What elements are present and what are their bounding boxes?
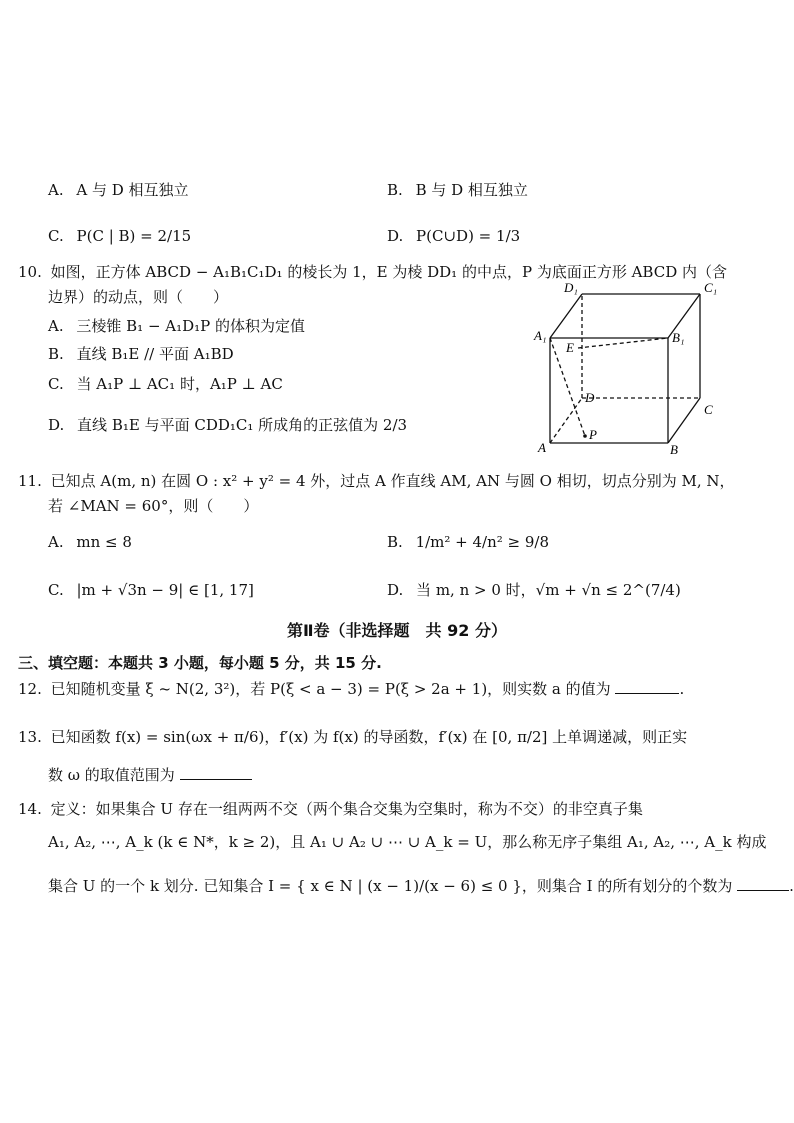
label-a1: A₁ [534, 328, 547, 343]
option-label: C. [48, 227, 64, 245]
q9-option-a [48, 180, 189, 200]
q11-option-a [48, 532, 132, 552]
option-label: D. [387, 227, 404, 245]
q9-option-d [387, 226, 520, 246]
question-number: 14. [18, 800, 42, 818]
answer-blank[interactable] [737, 876, 789, 891]
option-label: B. [387, 533, 403, 551]
option-text: |m + √3n − 9| ∈ [1, 17] [76, 581, 254, 599]
label-e: E [566, 340, 574, 355]
q10-option-d [48, 415, 407, 435]
end-period: . [789, 877, 794, 895]
question-number: 11. [18, 472, 42, 490]
end-period: . [679, 680, 685, 698]
edge-bc [668, 398, 700, 443]
option-label: C. [48, 375, 64, 393]
label-b: B [670, 442, 678, 457]
q9-option-c [48, 226, 191, 246]
edge-d1a1 [550, 294, 582, 338]
question-text: 已知函数 f(x) = sin(ωx + π/6)，f′(x) 为 f(x) 的导函数，f′(x) 在 [0, π/2] 上单调递减，则正实 [50, 728, 688, 746]
option-label: A. [48, 533, 64, 551]
question-number: 10. [18, 263, 42, 281]
segment-e-b1 [578, 338, 668, 348]
question-text: 数 ω 的取值范围为 [48, 766, 175, 784]
q11-stem-line2 [48, 496, 258, 516]
point-p [583, 434, 587, 438]
option-text: B 与 D 相互独立 [415, 181, 528, 199]
question-text: 已知点 A(m, n) 在圆 O : x² + y² = 4 外，过点 A 作直线 AM, AN 与圆 O 相切，切点分别为 M, N， [50, 472, 735, 490]
q13-line1 [18, 727, 687, 747]
edge-ad [550, 398, 582, 443]
option-label: D. [48, 416, 65, 434]
question-number: 13. [18, 728, 42, 746]
option-label: C. [48, 581, 64, 599]
option-text: 直线 B₁E 与平面 CDD₁C₁ 所成角的正弦值为 2/3 [77, 416, 408, 434]
q10-stem-line2 [48, 287, 228, 307]
q11-option-d [387, 580, 681, 600]
label-b1: B₁ [672, 330, 685, 345]
option-text: 1/m² + 4/n² ≥ 9/8 [415, 533, 550, 551]
q9-option-b [387, 180, 528, 200]
option-text: 当 A₁P ⊥ AC₁ 时，A₁P ⊥ AC [76, 375, 283, 393]
label-a: A [538, 440, 546, 455]
label-c1: C₁ [704, 280, 718, 295]
option-label: D. [387, 581, 404, 599]
q10-option-c [48, 374, 283, 394]
q11-stem-line1 [18, 471, 734, 491]
option-text: P(C∪D) = 1/3 [416, 227, 521, 245]
option-text: 三棱锥 B₁ − A₁D₁P 的体积为定值 [76, 317, 306, 335]
label-d: D [585, 390, 595, 405]
label-p: P [589, 427, 597, 442]
option-label: B. [48, 345, 64, 363]
question-text: 如图，正方体 ABCD − A₁B₁C₁D₁ 的棱长为 1，E 为棱 DD₁ 的中点，P 为底面正方形 ABCD 内（含 [50, 263, 727, 281]
q14-line3 [48, 876, 794, 896]
q12 [18, 679, 684, 699]
question-text: 若 ∠MAN = 60°，则（ ） [48, 497, 259, 515]
option-label: A. [48, 317, 64, 335]
question-text: 已知随机变量 ξ ~ N(2, 3²)，若 P(ξ < a − 3) = P(ξ > 2a + 1)，则实数 a 的值为 [50, 680, 611, 698]
option-text: P(C | B) = 2/15 [76, 227, 192, 245]
q10-option-a [48, 316, 305, 336]
q11-option-b [387, 532, 549, 552]
option-label: B. [387, 181, 403, 199]
label-c: C [704, 402, 713, 417]
part2-title: 第Ⅱ卷（非选择题 共 92 分） [287, 621, 507, 640]
q11-option-c [48, 580, 254, 600]
q14-line2 [48, 832, 767, 852]
q10-option-b [48, 344, 234, 364]
cube-figure [530, 278, 730, 458]
option-label: A. [48, 181, 64, 199]
question-text: 边界）的动点，则（ ） [48, 288, 229, 306]
q14-line1 [18, 799, 643, 819]
answer-blank[interactable] [180, 765, 252, 780]
option-text: 直线 B₁E // 平面 A₁BD [76, 345, 234, 363]
q13-line2 [48, 765, 252, 785]
section3-heading: 三、填空题：本题共 3 小题，每小题 5 分，共 15 分. [18, 654, 382, 672]
question-text: A₁, A₂, ⋯, A_k (k ∈ N*，k ≥ 2)，且 A₁ ∪ A₂ ∪ ⋯ ∪ A_k = U，那么称无序子集组 A₁, A₂, ⋯, A_k 构成 [48, 833, 767, 851]
question-text: 定义：如果集合 U 存在一组两两不交（两个集合交集为空集时，称为不交）的非空真子集 [50, 800, 643, 818]
answer-blank[interactable] [615, 679, 679, 694]
option-text: 当 m, n > 0 时，√m + √n ≤ 2^(7/4) [416, 581, 681, 599]
question-number: 12. [18, 680, 42, 698]
option-text: mn ≤ 8 [76, 533, 132, 551]
option-text: A 与 D 相互独立 [76, 181, 189, 199]
label-d1: D₁ [564, 280, 578, 295]
question-text: 集合 U 的一个 k 划分. 已知集合 I = { x ∈ N | (x − 1)/(x − 6) ≤ 0 }，则集合 I 的所有划分的个数为 [48, 877, 733, 895]
